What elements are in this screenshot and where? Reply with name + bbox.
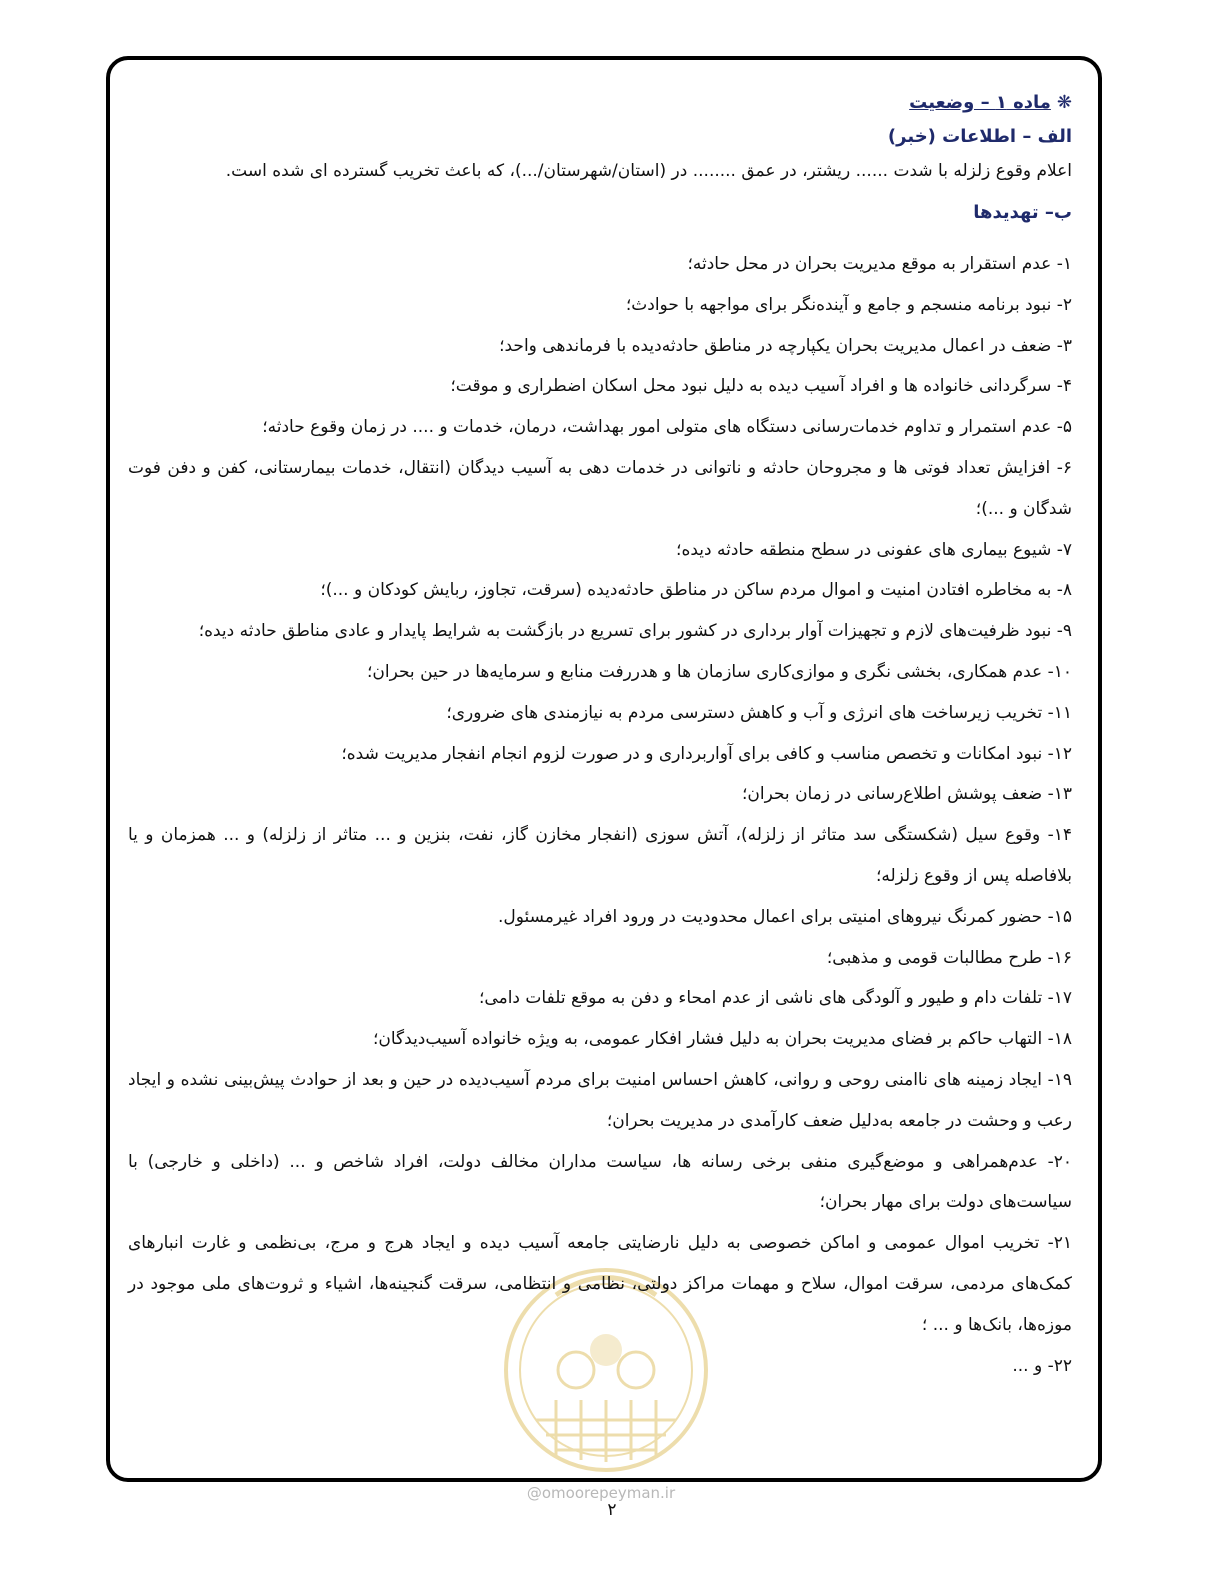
list-item: ۷- شیوع بیماری های عفونی در سطح منطقه حادثه دیده؛: [676, 539, 1072, 560]
list-item: ۱۵- حضور کمرنگ نیروهای امنیتی برای اعمال محدودیت در ورود افراد غیرمسئول.: [497, 906, 1072, 927]
list-item: ۳- ضعف در اعمال مدیریت بحران یکپارچه در مناطق حادثه‌دیده با فرماندهی واحد؛: [499, 335, 1072, 356]
list-item: ۱۴- وقوع سیل (شکستگی سد متاثر از زلزله)، آتش سوزی (انفجار مخازن گاز، نفت، بنزین و ... متاثر از زلزله) و ... همزمان و یا بلافاصله پس از وقوع زلزله؛: [128, 825, 1072, 886]
list-item: ۱۰- عدم همکاری، بخشی نگری و موازی‌کاری سازمان ها و هدررفت منابع و سرمایه‌ها در حین بحران؛: [366, 661, 1072, 682]
list-item: ۲۰- عدم‌همراهی و موضع‌گیری منفی برخی رسانه ها، سیاست مداران مخالف دولت، افراد شاخص و ... (داخلی و خارجی) با سیاست‌های دولت برای مهار بحران؛: [128, 1151, 1072, 1213]
subsection-a-title: الف – اطلاعات (خبر): [887, 126, 1072, 147]
list-item: ۶- افزایش تعداد فوتی ها و مجروحان حادثه و ناتوانی در خدمات دهی به آسیب دیدگان (انتقال، خدمات بیمارستانی، کفن و دفن فوت شدگان و ...)؛: [128, 457, 1072, 519]
list-item: ۱۶- طرح مطالبات قومی و مذهبی؛: [826, 947, 1072, 968]
section-title-text: ماده ۱ – وضعیت: [909, 92, 1051, 113]
list-item: ۱- عدم استقرار به موقع مدیریت بحران در محل حادثه؛: [687, 254, 1072, 274]
list-item: ۱۳- ضعف پوشش اطلاع‌رسانی در زمان بحران؛: [741, 784, 1072, 805]
asterisk-icon: ❋: [1056, 92, 1072, 113]
list-item: ۵- عدم استمرار و تداوم خدمات‌رسانی دستگاه های متولی امور بهداشت، درمان، خدمات و .... در زمان وقوع حادثه؛: [262, 417, 1072, 438]
list-item: ۱۲- نبود امکانات و تخصص مناسب و کافی برای آواربرداری و در صورت لزوم انجام انفجار مدیریت شده؛: [341, 743, 1072, 764]
list-item: ۲۲- و ...: [1012, 1355, 1072, 1376]
list-item: ۱۷- تلفات دام و طیور و آلودگی های ناشی از عدم امحاء و دفن به موقع تلفات دامی؛: [479, 988, 1072, 1009]
list-item: ۸- به مخاطره افتادن امنیت و اموال مردم ساکن در مناطق حادثه‌دیده (سرقت، تجاوز، ربایش کودکان و ...)؛: [320, 580, 1072, 601]
section-title: [128, 88, 1072, 122]
watermark-url: @omoorepeyman.ir: [526, 1484, 676, 1502]
list-item: ۲- نبود برنامه منسجم و جامع و آینده‌نگر برای مواجهه با حوادث؛: [625, 294, 1072, 315]
list-item: ۱۱- تخریب زیرساخت های انرژی و آب و کاهش دسترسی مردم به نیازمندی های ضروری؛: [446, 702, 1072, 723]
subsection-b-title: ب– تهدیدها: [973, 202, 1072, 223]
document-body: [128, 88, 1072, 1386]
list-item: ۹- نبود ظرفیت‌های لازم و تجهیزات آوار برداری در کشور برای تسریع در بازگشت به شرایط پایدار و عادی مناطق حادثه دیده؛: [198, 621, 1072, 642]
threats-list: [128, 244, 1072, 1386]
subsection-a-text: اعلام وقوع زلزله با شدت ...... ریشتر، در عمق ........ در (استان/شهرستان/...)، که باعث تخریب گسترده ای شده است.: [225, 161, 1072, 181]
list-item: ۱۹- ایجاد زمینه های ناامنی روحی و روانی، کاهش احساس امنیت برای مردم آسیب‌دیده در حین و بعد از حوادث پیش‌بینی نشده و ایجاد رعب و وحشت در جامعه به‌دلیل ضعف کارآمدی در مدیریت بحران؛: [128, 1069, 1072, 1131]
page-number: ۲: [607, 1500, 617, 1520]
list-item: ۴- سرگردانی خانواده ها و افراد آسیب دیده به دلیل نبود محل اسکان اضطراری و موقت؛: [450, 376, 1072, 397]
list-item: ۲۱- تخریب اموال عمومی و اماکن خصوصی به دلیل نارضایتی جامعه آسیب دیده و ایجاد هرج و مرج، بی‌نظمی و غارت انبارهای کمک‌های مردمی، سرقت اموال، سلاح و مهمات مراکز دولتی، نظامی و انتظامی، سرقت گنجینه‌ها، اشیاء و ثروت‌های ملی موجود در موزه‌ها، بانک‌ها و ... ؛: [128, 1233, 1072, 1335]
list-item: ۱۸- التهاب حاکم بر فضای مدیریت بحران به دلیل فشار افکار عمومی، به ویژه خانواده آسیب‌دیدگان؛: [372, 1029, 1072, 1050]
